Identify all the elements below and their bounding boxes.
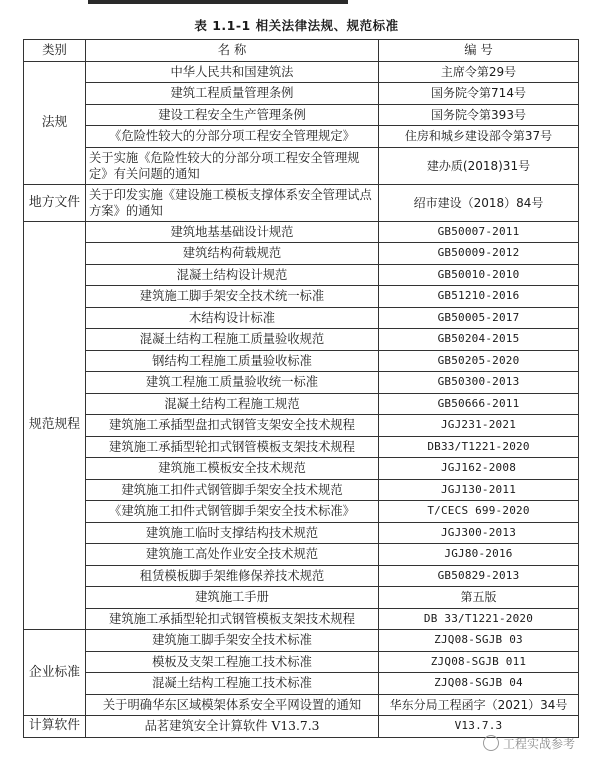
name-cell: 《建筑施工扣件式钢管脚手架安全技术标准》 (86, 501, 379, 523)
table-row (24, 184, 579, 221)
code-cell: DB33/T1221-2020 (379, 436, 579, 458)
table-row (24, 264, 579, 286)
name-cell: 混凝土结构工程施工质量验收规范 (86, 329, 379, 351)
code-cell: 住房和城乡建设部令第37号 (379, 126, 579, 148)
name-cell: 建筑施工手册 (86, 587, 379, 609)
code-cell: GB51210-2016 (379, 286, 579, 308)
name-cell: 建设工程安全生产管理条例 (86, 104, 379, 126)
table-row (24, 673, 579, 695)
cropped-heading-fragment (0, 0, 593, 8)
code-cell: JGJ130-2011 (379, 479, 579, 501)
name-cell: 《危险性较大的分部分项工程安全管理规定》 (86, 126, 379, 148)
table-row (24, 329, 579, 351)
table-row (24, 286, 579, 308)
table-row (24, 372, 579, 394)
name-cell: 关于明确华东区域模架体系安全平网设置的通知 (86, 694, 379, 716)
table-row (24, 458, 579, 480)
name-cell: 钢结构工程施工质量验收标准 (86, 350, 379, 372)
code-cell: V13.7.3 (379, 716, 579, 738)
code-cell: 建办质(2018)31号 (379, 147, 579, 184)
code-cell: GB50005-2017 (379, 307, 579, 329)
name-cell: 混凝土结构工程施工规范 (86, 393, 379, 415)
code-cell: JGJ231-2021 (379, 415, 579, 437)
table-row (24, 126, 579, 148)
table-header-row (24, 40, 579, 62)
category-cell: 计算软件 (24, 716, 86, 738)
table-caption: 表 1.1-1 相关法律法规、规范标准 (194, 18, 399, 33)
code-cell: ZJQ08-SGJB 04 (379, 673, 579, 695)
watermark-text: 工程实战参考 (502, 737, 575, 751)
header-name: 名 称 (86, 40, 379, 62)
category-cell: 企业标准 (24, 630, 86, 716)
name-cell: 建筑施工脚手架安全技术标准 (86, 630, 379, 652)
code-cell: GB50300-2013 (379, 372, 579, 394)
name-cell: 模板及支架工程施工技术标准 (86, 651, 379, 673)
name-cell: 建筑工程施工质量验收统一标准 (86, 372, 379, 394)
name-cell: 建筑施工承插型轮扣式钢管模板支架技术规程 (86, 436, 379, 458)
table-row (24, 436, 579, 458)
code-cell: GB50009-2012 (379, 243, 579, 265)
name-cell: 中华人民共和国建筑法 (86, 61, 379, 83)
name-cell: 关于印发实施《建设施工模板支撑体系安全管理试点方案》的通知 (86, 184, 379, 221)
name-cell: 租赁模板脚手架维修保养技术规范 (86, 565, 379, 587)
table-row (24, 243, 579, 265)
table-row (24, 630, 579, 652)
header-code: 编 号 (379, 40, 579, 62)
table-row (24, 651, 579, 673)
code-cell: JGJ80-2016 (379, 544, 579, 566)
table-row (24, 61, 579, 83)
name-cell: 建筑施工承插型轮扣式钢管模板支架技术规程 (86, 608, 379, 630)
table-row (24, 522, 579, 544)
table-row (24, 104, 579, 126)
table-row (24, 544, 579, 566)
code-cell: GB50007-2011 (379, 221, 579, 243)
name-cell: 关于实施《危险性较大的分部分项工程安全管理规定》有关问题的通知 (86, 147, 379, 184)
table-row (24, 565, 579, 587)
code-cell: DB 33/T1221-2020 (379, 608, 579, 630)
table-row (24, 147, 579, 184)
code-cell: ZJQ08-SGJB 011 (379, 651, 579, 673)
table-row (24, 221, 579, 243)
table-row (24, 694, 579, 716)
table-row (24, 479, 579, 501)
code-cell: GB50666-2011 (379, 393, 579, 415)
table-row (24, 501, 579, 523)
code-cell: GB50204-2015 (379, 329, 579, 351)
table-row (24, 393, 579, 415)
code-cell: GB50010-2010 (379, 264, 579, 286)
category-cell: 法规 (24, 61, 86, 184)
name-cell: 建筑施工高处作业安全技术规范 (86, 544, 379, 566)
code-cell: 第五版 (379, 587, 579, 609)
code-cell: 绍市建设（2018）84号 (379, 184, 579, 221)
table-body (24, 61, 579, 737)
header-category: 类别 (24, 40, 86, 62)
name-cell: 建筑地基基础设计规范 (86, 221, 379, 243)
table-row (24, 307, 579, 329)
table-row (24, 83, 579, 105)
name-cell: 建筑施工模板安全技术规范 (86, 458, 379, 480)
name-cell: 建筑工程质量管理条例 (86, 83, 379, 105)
code-cell: JGJ162-2008 (379, 458, 579, 480)
table-row (24, 350, 579, 372)
name-cell: 建筑结构荷载规范 (86, 243, 379, 265)
name-cell: 建筑施工承插型盘扣式钢管支架安全技术规程 (86, 415, 379, 437)
code-cell: T/CECS 699-2020 (379, 501, 579, 523)
code-cell: 主席令第29号 (379, 61, 579, 83)
watermark (483, 735, 575, 752)
wechat-logo-icon (483, 735, 499, 751)
code-cell: GB50829-2013 (379, 565, 579, 587)
table-row (24, 716, 579, 738)
table-row (24, 608, 579, 630)
regulations-table (23, 39, 579, 738)
name-cell: 建筑施工扣件式钢管脚手架安全技术规范 (86, 479, 379, 501)
name-cell: 混凝土结构工程施工技术标准 (86, 673, 379, 695)
name-cell: 建筑施工脚手架安全技术统一标准 (86, 286, 379, 308)
code-cell: GB50205-2020 (379, 350, 579, 372)
name-cell: 木结构设计标准 (86, 307, 379, 329)
name-cell: 混凝土结构设计规范 (86, 264, 379, 286)
category-cell: 规范规程 (24, 221, 86, 630)
code-cell: 国务院令第714号 (379, 83, 579, 105)
name-cell: 建筑施工临时支撑结构技术规范 (86, 522, 379, 544)
code-cell: 华东分局工程函字（2021）34号 (379, 694, 579, 716)
code-cell: 国务院令第393号 (379, 104, 579, 126)
table-row (24, 587, 579, 609)
code-cell: ZJQ08-SGJB 03 (379, 630, 579, 652)
table-row (24, 415, 579, 437)
category-cell: 地方文件 (24, 184, 86, 221)
name-cell: 品茗建筑安全计算软件 V13.7.3 (86, 716, 379, 738)
code-cell: JGJ300-2013 (379, 522, 579, 544)
